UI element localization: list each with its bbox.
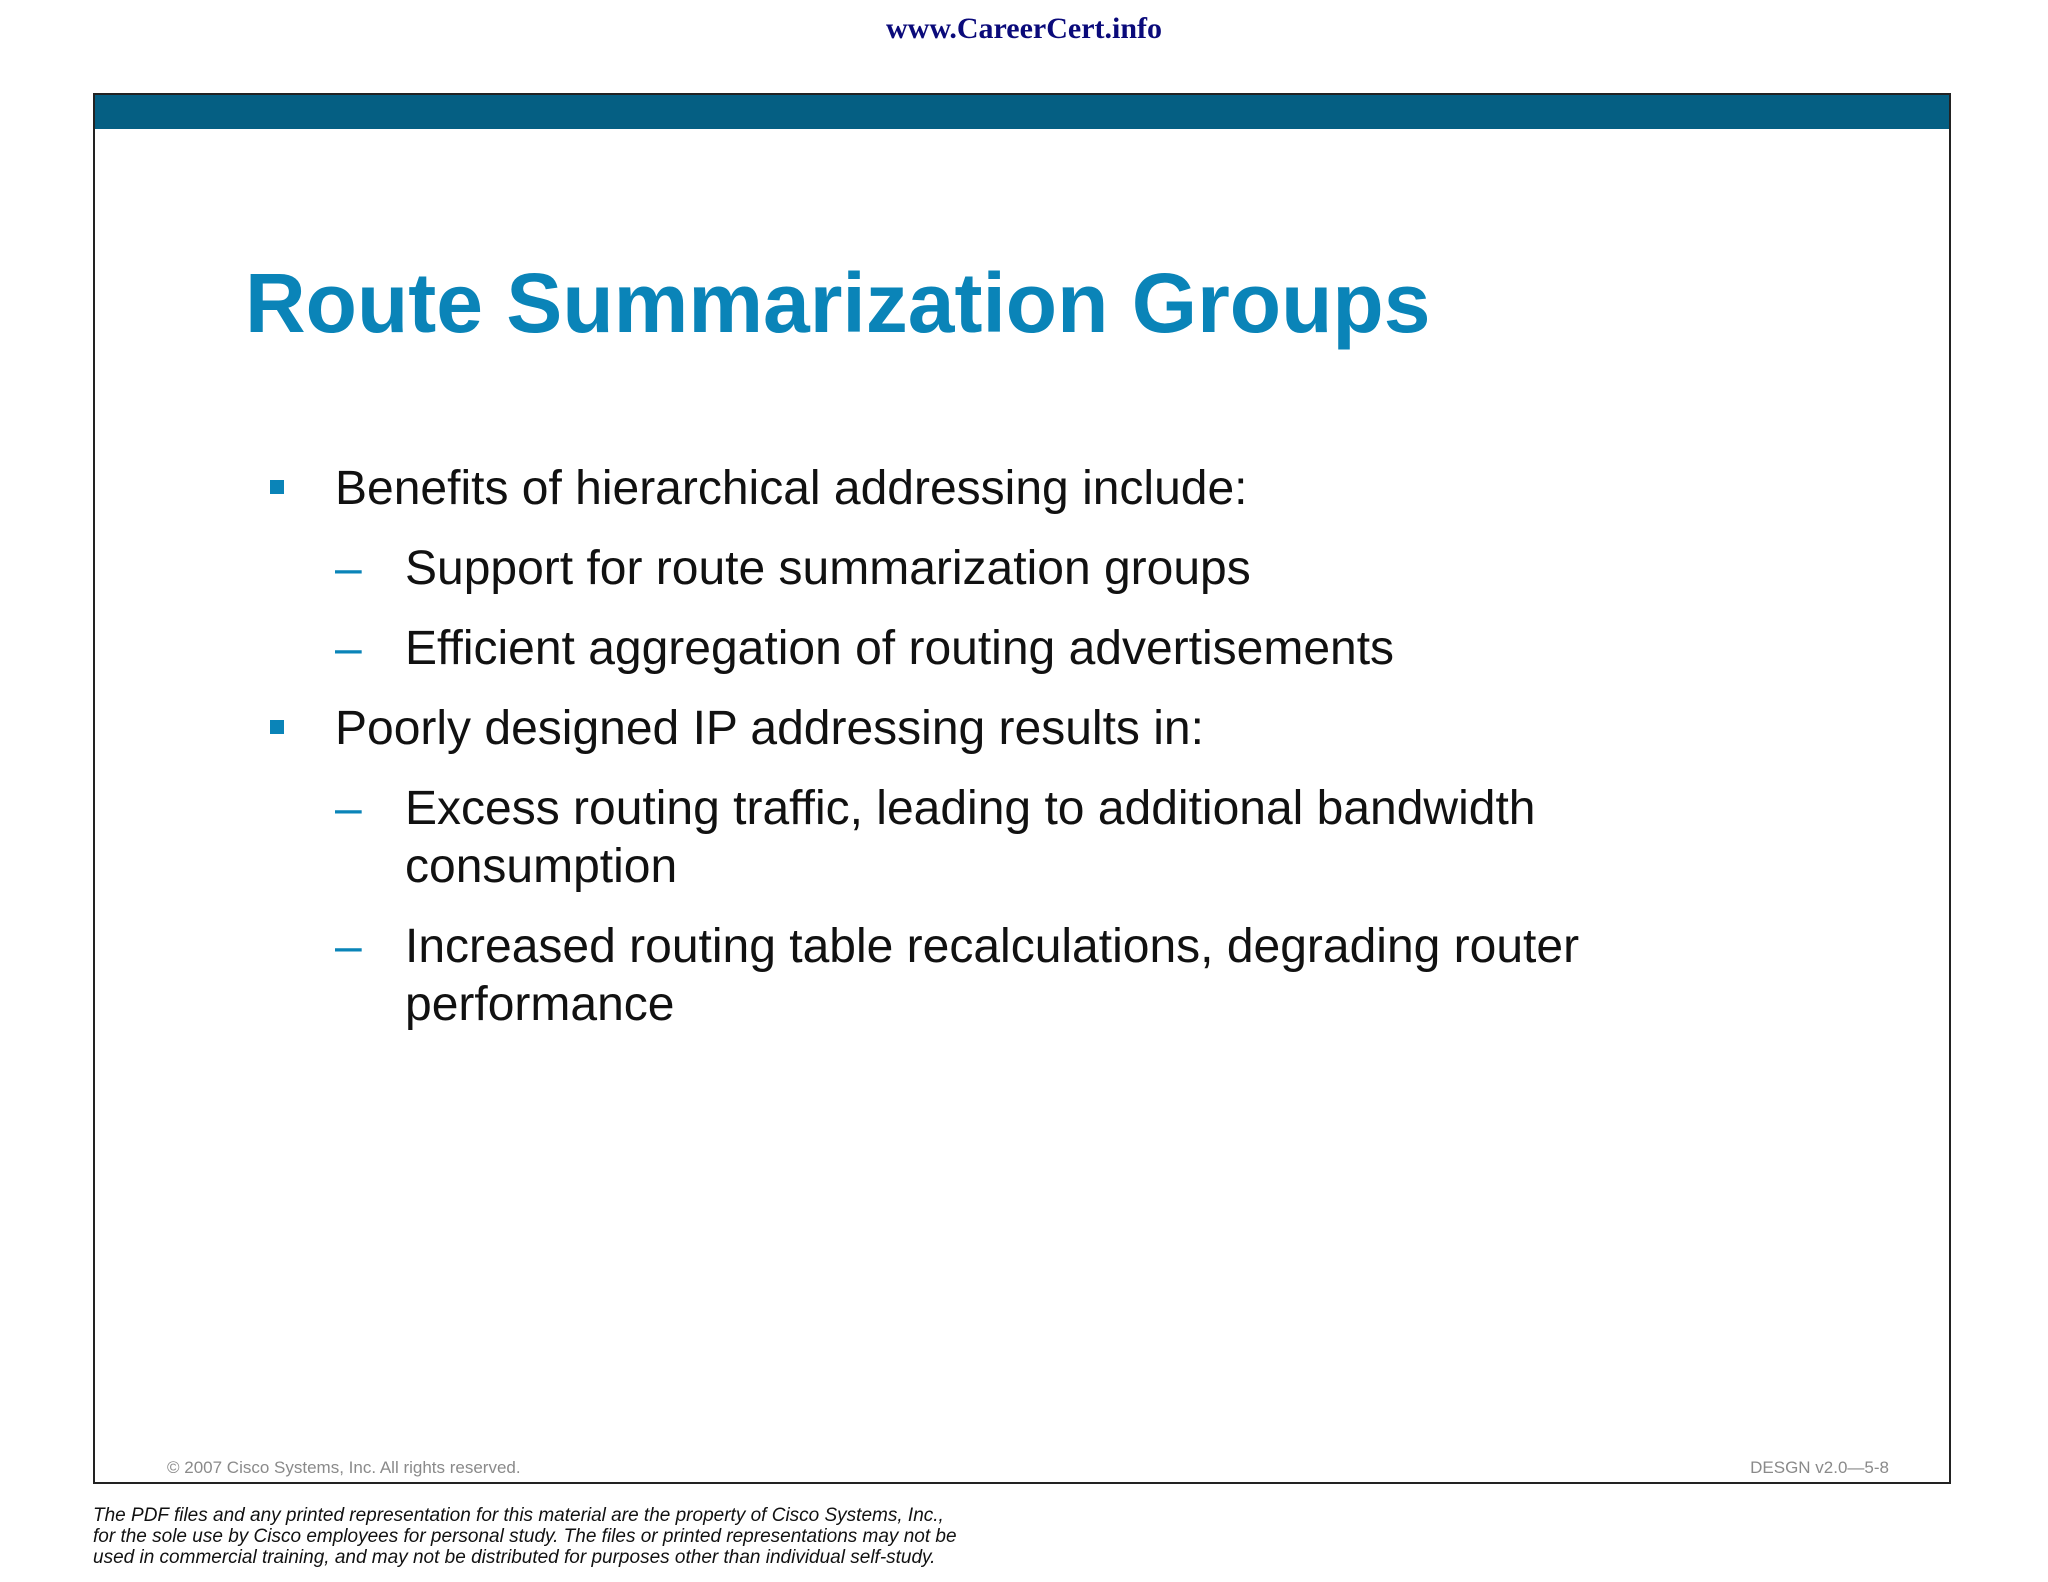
dash-bullet-icon: –	[335, 782, 362, 835]
square-bullet-icon	[270, 720, 284, 734]
sub-bullet-item	[270, 540, 1770, 598]
bullet-item	[270, 700, 1770, 758]
bullet-text: Benefits of hierarchical addressing include:	[335, 462, 1248, 515]
dash-bullet-icon: –	[335, 622, 362, 675]
sub-bullet-item	[270, 620, 1770, 678]
disclaimer	[93, 1505, 1193, 1568]
copyright-notice: © 2007 Cisco Systems, Inc. All rights reserved.	[167, 1458, 521, 1477]
bullet-item	[270, 460, 1770, 518]
slide-code: DESGN v2.0—5-8	[1750, 1458, 1889, 1477]
slide-title: Route Summarization Groups	[245, 256, 1431, 350]
site-header-link: www.CareerCert.info	[885, 12, 1163, 45]
disclaimer-line: The PDF files and any printed representation for this material are the property of Cisco Systems, Inc.,	[93, 1505, 944, 1526]
square-bullet-icon	[270, 480, 284, 494]
slide-content	[270, 460, 1770, 1056]
sub-bullet-text: Support for route summarization groups	[405, 542, 1251, 595]
sub-bullet-item	[270, 918, 1770, 1034]
bullet-text: Poorly designed IP addressing results in:	[335, 702, 1204, 755]
dash-bullet-icon: –	[335, 920, 362, 973]
sub-bullet-text: Excess routing traffic, leading to additional bandwidth consumption	[405, 782, 1536, 893]
slide-header-band	[95, 95, 1949, 129]
sub-bullet-text: Efficient aggregation of routing advertisements	[405, 622, 1395, 675]
dash-bullet-icon: –	[335, 542, 362, 595]
disclaimer-line: used in commercial training, and may not be distributed for purposes other than individual self-study.	[93, 1547, 936, 1568]
disclaimer-line: for the sole use by Cisco employees for personal study. The files or printed representations may not be	[93, 1526, 957, 1547]
sub-bullet-item	[270, 780, 1770, 896]
slide	[93, 93, 1951, 1484]
sub-bullet-text: Increased routing table recalculations, degrading router performance	[405, 920, 1580, 1031]
